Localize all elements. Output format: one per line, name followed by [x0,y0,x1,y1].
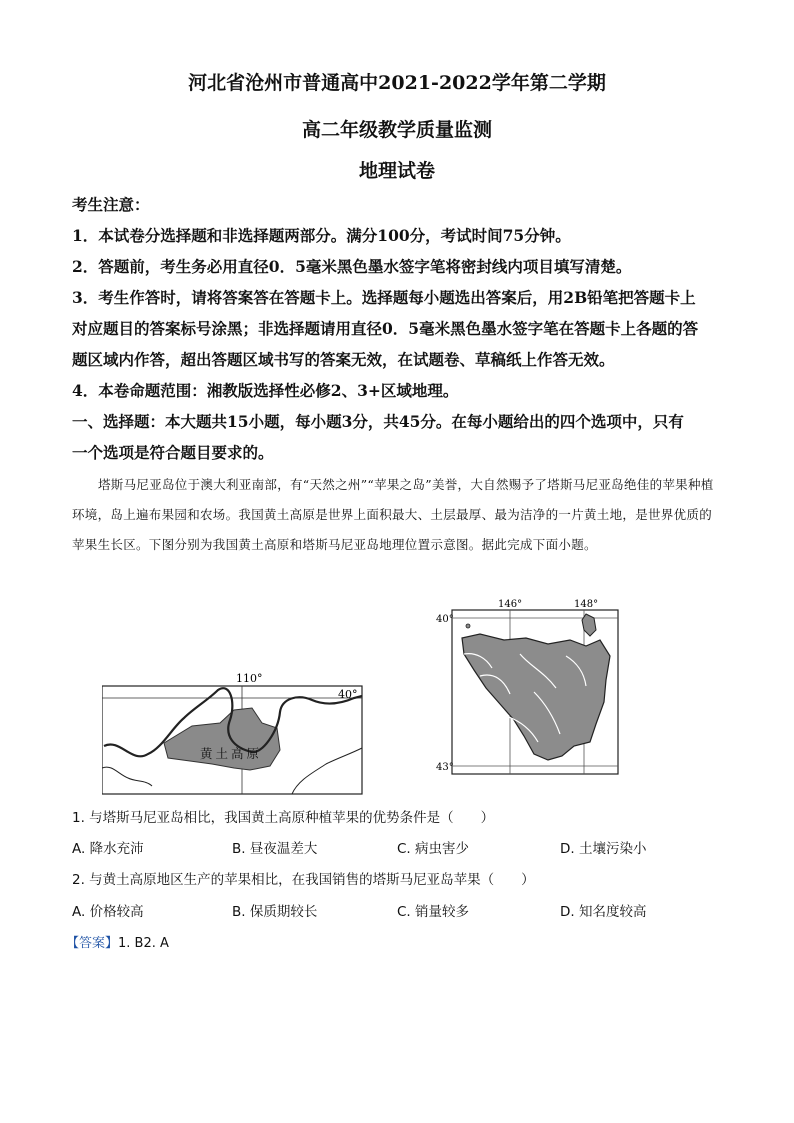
loess-plateau-label: 黄土高原 [200,746,263,761]
notice-item: 题区域内作答，超出答题区域书写的答案无效，在试题卷、草稿纸上作答无效。 [72,350,615,369]
latitude-label: 40° [338,688,358,701]
answer-line [66,932,169,951]
question-stem: 1. 与塔斯马尼亚岛相比，我国黄土高原种植苹果的优势条件是（ ） [72,810,495,826]
latitude-label: 40° [436,614,454,625]
notice-heading: 考生注意： [72,195,150,214]
option-b[interactable]: B. 昼夜温差大 [232,841,318,857]
notice-item: 3．考生作答时，请将答案答在答题卡上。选择题每小题选出答案后，用2B铅笔把答题卡上 [72,288,696,307]
answer-text: 1. B2. A [118,936,169,951]
notice-item: 2．答题前，考生务必用直径0．5毫米黑色墨水签字笔将密封线内项目填写清楚。 [72,257,632,276]
king-island [466,624,470,628]
option-d[interactable]: D. 知名度较高 [560,904,647,920]
option-a[interactable]: A. 价格较高 [72,904,144,920]
reading-passage: 塔斯马尼亚岛位于澳大利亚南部，有“天然之州”“苹果之岛”美誉，大自然赐予了塔斯马尼亚岛绝佳的苹果种植环境，岛上遍布果园和农场。我国黄土高原是世界上面积最大、土层最厚、最为洁净的一片黄土地，是世界优质的苹果生长区。下图分别为我国黄土高原和塔斯马尼亚岛地理位置示意图。据此完成下面小题。 [72,477,714,552]
option-c[interactable]: C. 销量较多 [397,904,470,920]
longitude-label: 110° [236,672,263,685]
loess-plateau-map [102,668,364,796]
longitude-label: 148° [574,599,599,610]
exam-title-line2: 高二年级教学质量监测 [301,119,492,141]
exam-subject-title: 地理试卷 [358,160,435,182]
notice-item: 1．本试卷分选择题和非选择题两部分。满分100分，考试时间75分钟。 [72,226,571,245]
option-a[interactable]: A. 降水充沛 [72,841,144,857]
longitude-label: 146° [498,599,523,610]
tasmania-map [434,596,630,782]
section-heading-line2: 一个选项是符合题目要求的。 [72,443,274,462]
exam-title-line1: 河北省沧州市普通高中2021-2022学年第二学期 [188,72,606,94]
notice-item: 对应题目的答案标号涂黑；非选择题请用直径0．5毫米黑色墨水签字笔在答题卡上各题的答 [72,319,699,338]
notice-item: 4．本卷命题范围：湘教版选择性必修2、3+区域地理。 [72,381,459,400]
option-d[interactable]: D. 土壤污染小 [560,841,647,857]
option-b[interactable]: B. 保质期较长 [232,904,318,920]
latitude-label: 43° [436,762,454,773]
question-stem: 2. 与黄土高原地区生产的苹果相比，在我国销售的塔斯马尼亚岛苹果（ ） [72,872,535,888]
section-heading-line1: 一、选择题：本大题共15小题，每小题3分，共45分。在每小题给出的四个选项中，只有 [72,412,684,431]
option-c[interactable]: C. 病虫害少 [397,841,470,857]
answer-tag: 【答案】 [66,936,119,951]
